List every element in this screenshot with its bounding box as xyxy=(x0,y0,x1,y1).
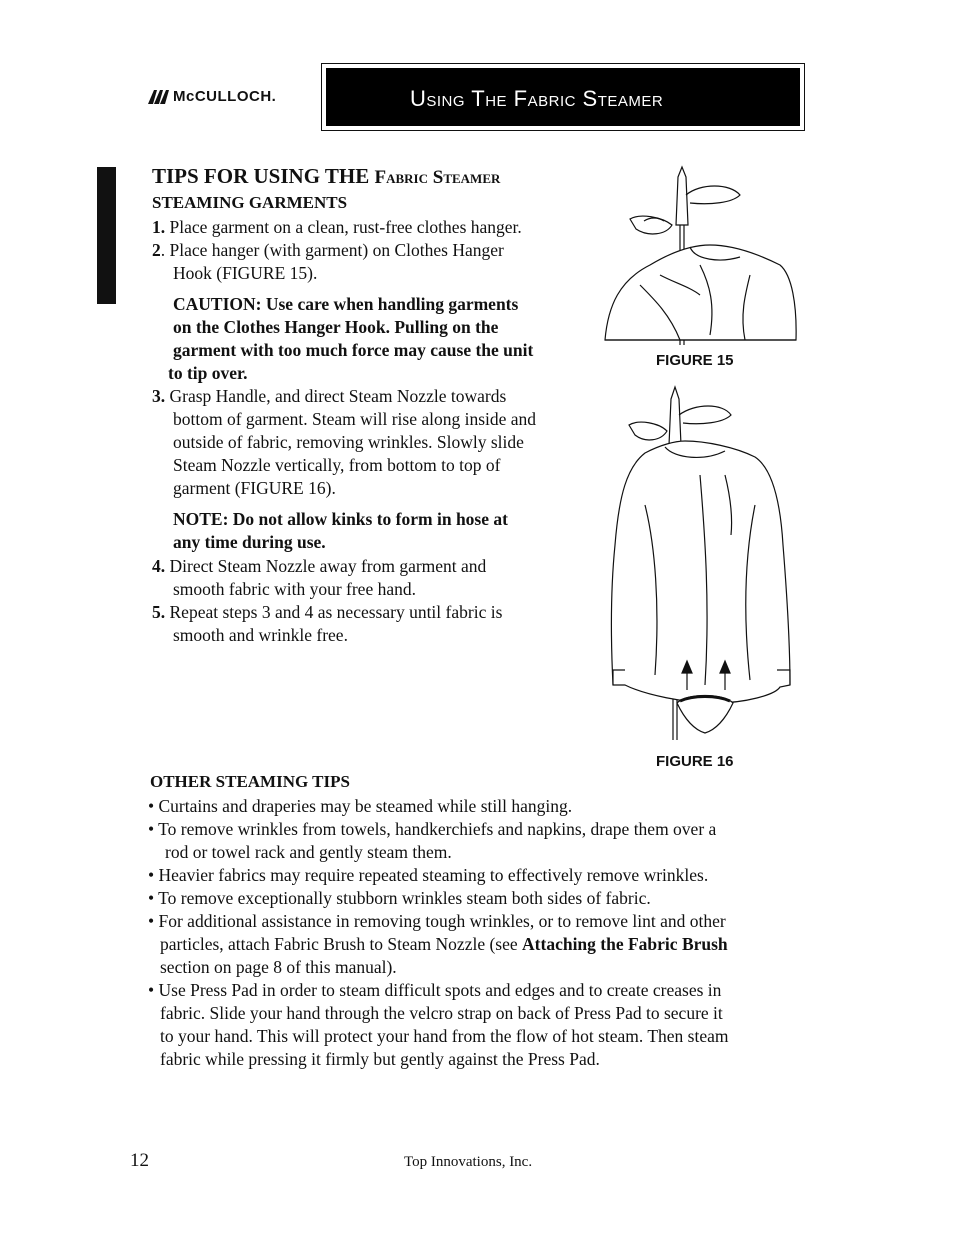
section-heading xyxy=(152,164,500,189)
tip-item-continued: fabric while pressing it firmly but gently against the Press Pad. xyxy=(160,1049,600,1069)
figure-16-illustration xyxy=(605,385,805,745)
section-tab-marker xyxy=(97,167,116,304)
section-heading-main: TIPS FOR USING THE xyxy=(152,164,370,188)
caution-line: on the Clothes Hanger Hook. Pulling on the xyxy=(173,317,499,337)
note-line: NOTE: Do not allow kinks to form in hose at xyxy=(173,509,508,529)
subheading-steaming-garments: STEAMING GARMENTS xyxy=(152,193,348,212)
step-2-number: 2 xyxy=(152,240,161,260)
caution-line: CAUTION: Use care when handling garments xyxy=(173,294,519,314)
step-1 xyxy=(152,216,522,239)
tip-item: • To remove exceptionally stubborn wrinkles steam both sides of fabric. xyxy=(148,888,651,908)
tip-item-continued: rod or towel rack and gently steam them. xyxy=(165,842,452,862)
figure-16-label: FIGURE 16 xyxy=(656,753,734,770)
step-3-line: Steam Nozzle vertically, from bottom to top of xyxy=(173,455,501,475)
figure-15-label: FIGURE 15 xyxy=(656,352,734,369)
step-3-number: 3. xyxy=(152,386,166,406)
other-tips-list xyxy=(148,795,808,1071)
brand-logo xyxy=(148,88,276,105)
step-1-number: 1. xyxy=(152,217,166,237)
step-3-line: garment (FIGURE 16). xyxy=(173,478,336,498)
note-line: any time during use. xyxy=(173,532,326,552)
step-5-number: 5. xyxy=(152,602,166,622)
note-kinks xyxy=(173,508,508,554)
tip-item-continued xyxy=(148,933,808,956)
attaching-fabric-brush-reference: Attaching the Fabric Brush xyxy=(522,934,728,954)
step-5-line: smooth and wrinkle free. xyxy=(173,625,348,645)
tip-item: • For additional assistance in removing tough wrinkles, or to remove lint and other xyxy=(148,911,726,931)
tip-item-continued: fabric. Slide your hand through the velcro strap on back of Press Pad to secure it xyxy=(160,1003,723,1023)
step-5-line: Repeat steps 3 and 4 as necessary until fabric is xyxy=(169,602,503,622)
tip-item: • To remove wrinkles from towels, handkerchiefs and napkins, drape them over a xyxy=(148,819,717,839)
step-5 xyxy=(152,601,502,647)
step-3-line: bottom of garment. Steam will rise along inside and xyxy=(173,409,537,429)
tip-item-continued: section on page 8 of this manual). xyxy=(160,957,397,977)
tip5-text: particles, attach Fabric Brush to Steam Nozzle (see xyxy=(160,934,523,954)
section-heading-smallcaps: Fabric Steamer xyxy=(374,167,501,188)
step-4-number: 4. xyxy=(152,556,166,576)
tip-item-continued: to your hand. This will protect your hand from the flow of hot steam. Then steam xyxy=(160,1026,729,1046)
step-3-line: Grasp Handle, and direct Steam Nozzle towards xyxy=(169,386,507,406)
subheading-other-tips: OTHER STEAMING TIPS xyxy=(150,772,350,791)
tip-item: • Heavier fabrics may require repeated steaming to effectively remove wrinkles. xyxy=(148,865,709,885)
step-2-line-2: Hook (FIGURE 15). xyxy=(173,263,318,283)
caution-line: to tip over. xyxy=(168,363,248,383)
tip-item: • Use Press Pad in order to steam difficult spots and edges and to create creases in xyxy=(148,980,722,1000)
step-4-line: Direct Steam Nozzle away from garment and xyxy=(169,556,487,576)
step-1-text: Place garment on a clean, rust-free clothes hanger. xyxy=(169,217,522,237)
title-banner xyxy=(321,63,805,131)
tip-item: • Curtains and draperies may be steamed while still hanging. xyxy=(148,796,573,816)
footer-company: Top Innovations, Inc. xyxy=(404,1154,533,1170)
step-4-line: smooth fabric with your free hand. xyxy=(173,579,416,599)
mcculloch-logo-icon xyxy=(148,90,170,104)
step-3 xyxy=(152,385,536,500)
step-4 xyxy=(152,555,486,601)
figure-15-illustration xyxy=(600,165,800,345)
brand-name: McCULLOCH. xyxy=(173,88,277,105)
step-3-line: outside of fabric, removing wrinkles. Slowly slide xyxy=(173,432,524,452)
page-number: 12 xyxy=(130,1150,149,1171)
page-title: Using The Fabric Steamer xyxy=(326,68,800,126)
step-2-line-1: . Place hanger (with garment) on Clothes Hanger xyxy=(160,240,504,260)
caution-note xyxy=(168,293,534,385)
caution-line: garment with too much force may cause the unit xyxy=(173,340,534,360)
step-2 xyxy=(152,239,504,285)
